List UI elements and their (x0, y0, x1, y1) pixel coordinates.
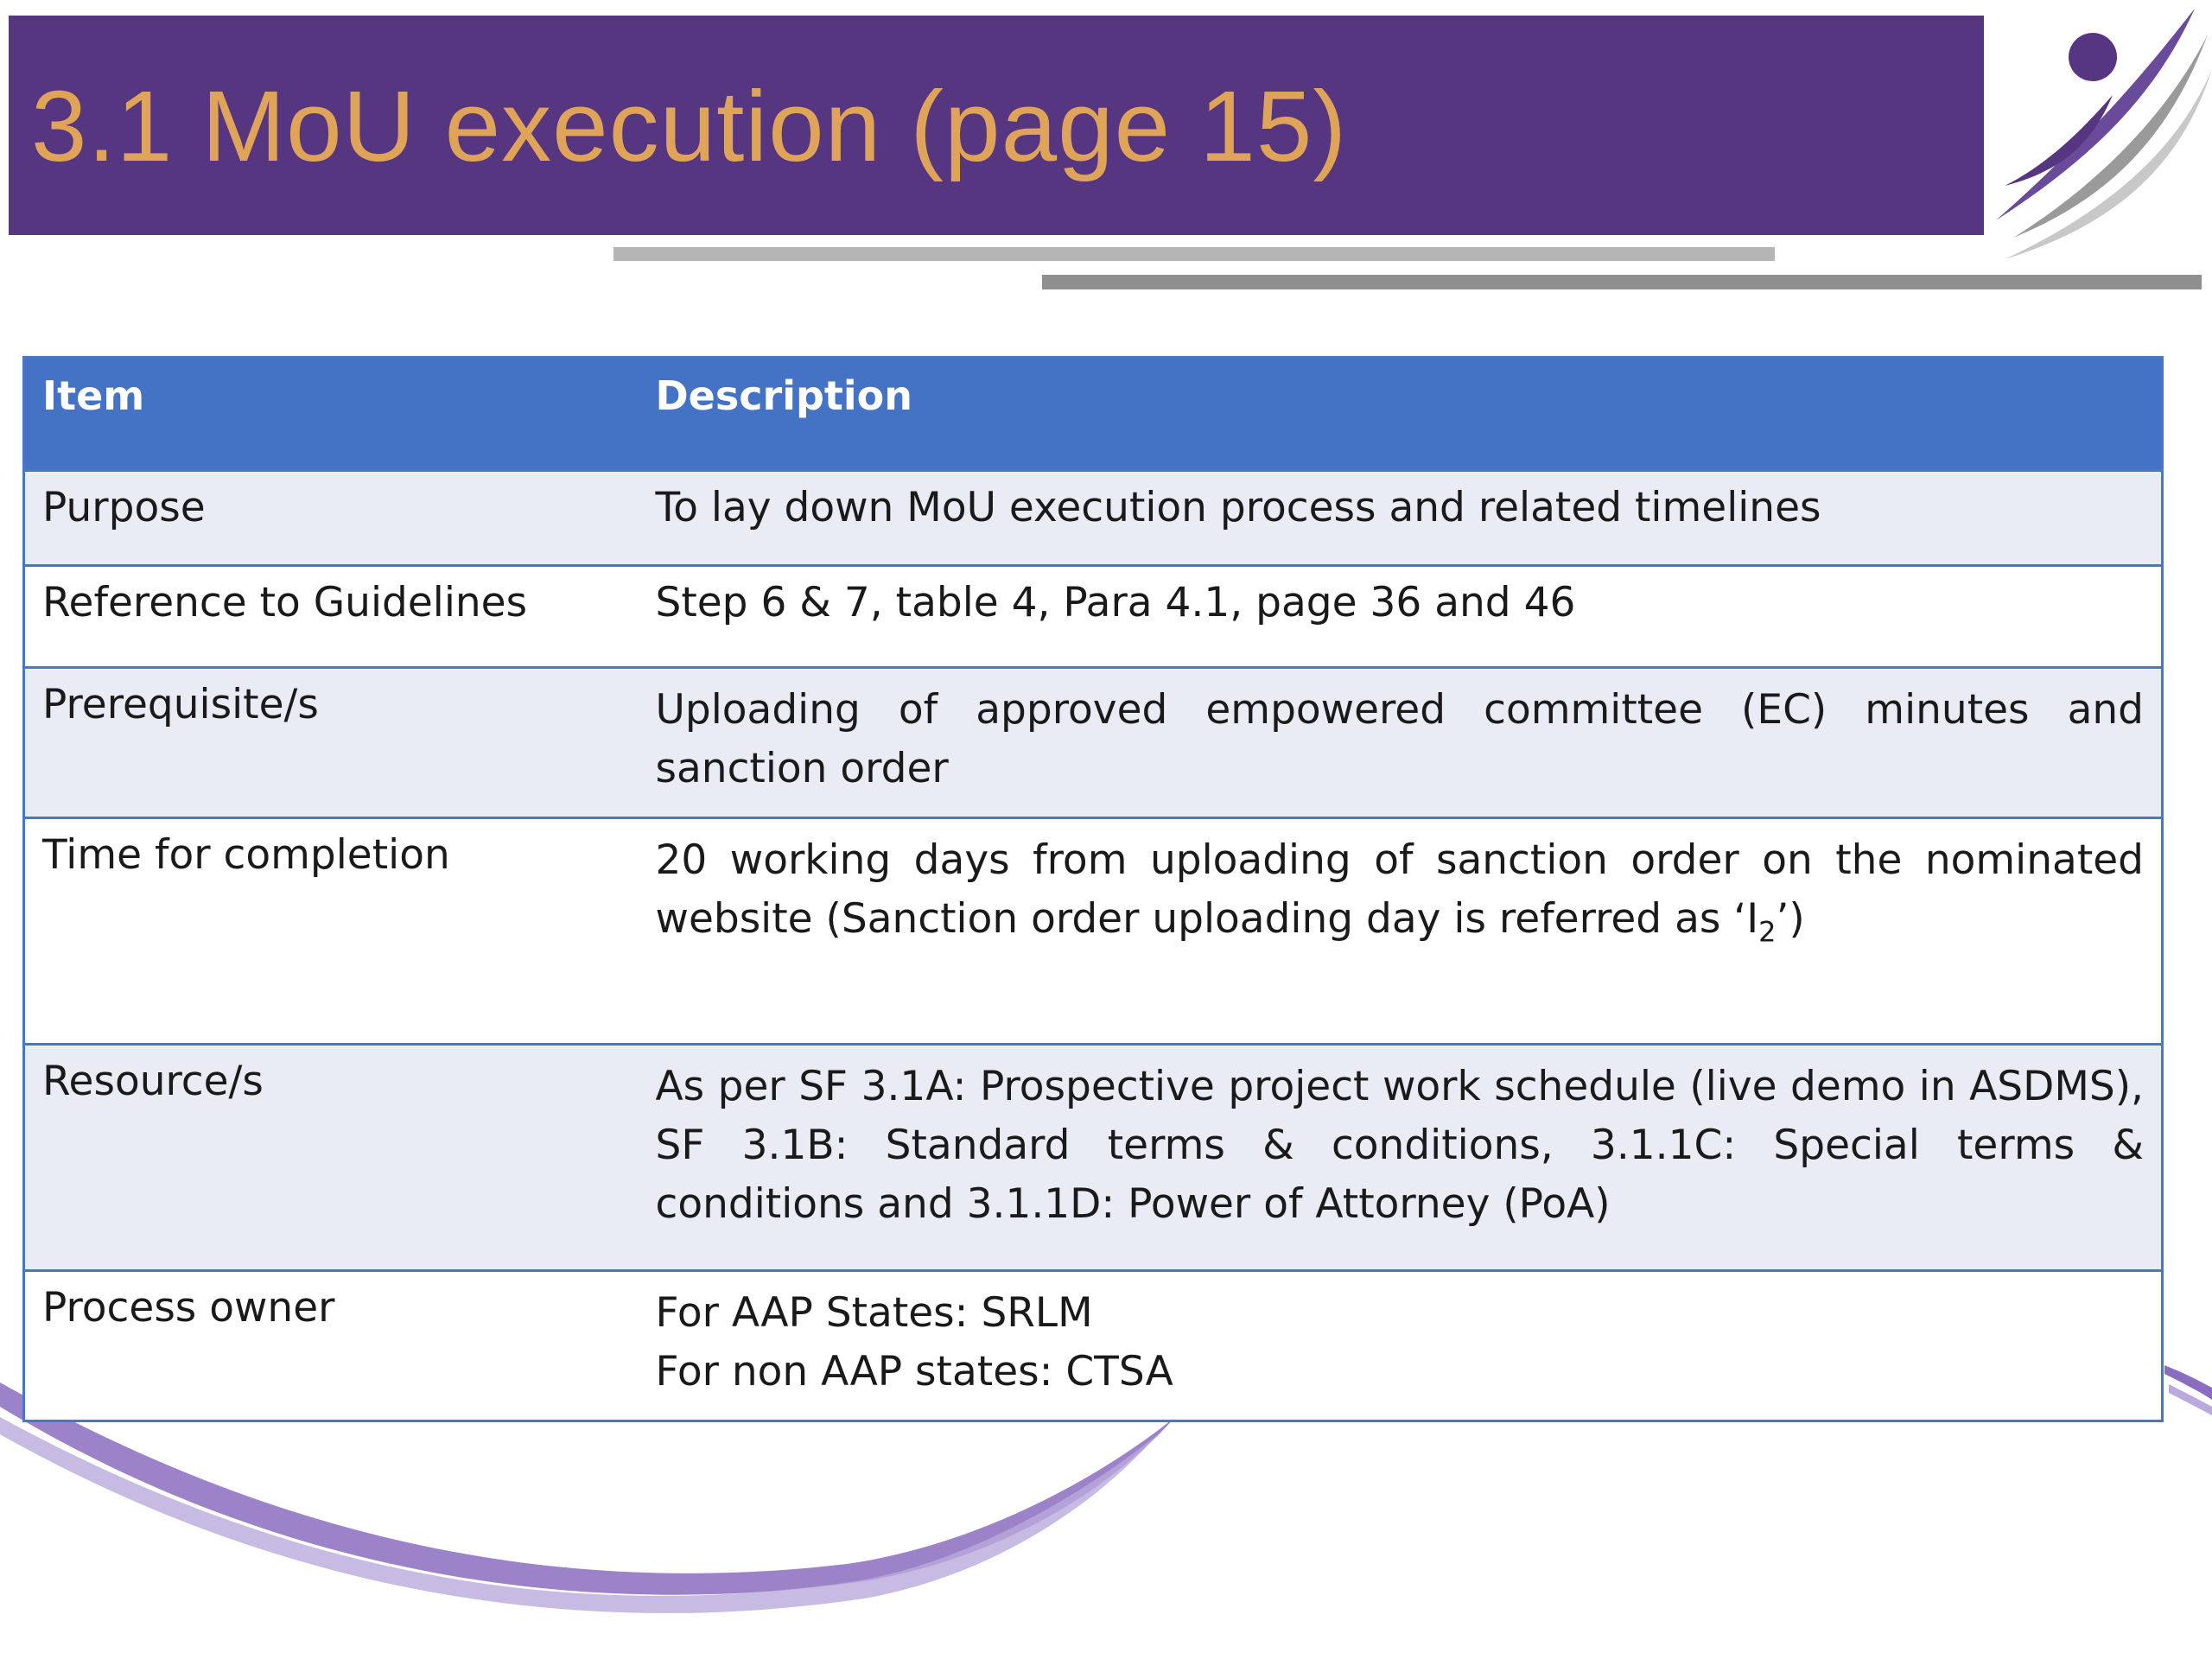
row-description (656, 668, 2163, 818)
row-item-label: Reference to Guidelines (24, 566, 656, 668)
table-row-resources (24, 1045, 2163, 1271)
title-bar (9, 16, 1984, 235)
header-description: Description (656, 358, 2163, 471)
row-description: To lay down MoU execution process and related timelines (656, 471, 2163, 566)
row-description: Step 6 & 7, table 4, Para 4.1, page 36 and 46 (656, 566, 2163, 668)
row-item-label: Purpose (24, 471, 656, 566)
row-item-label: Prerequisite/s (24, 668, 656, 818)
decorative-rule-dark (1042, 275, 2202, 289)
slide-title: 3.1 MoU execution (page 15) (31, 70, 1347, 182)
row-description (656, 1271, 2163, 1421)
table-row-reference (24, 566, 2163, 668)
decorative-rule-light (613, 247, 1775, 261)
table-row-process-owner (24, 1271, 2163, 1421)
row-item-label: Process owner (24, 1271, 656, 1421)
mou-execution-table (22, 356, 2164, 1422)
row-item-label: Resource/s (24, 1045, 656, 1271)
description-text: As per SF 3.1A: Prospective project work schedule (live demo in ASDMS), SF 3.1B: Standard terms & conditions, 3.1.1C: Special terms & conditions and 3.1.1D: Power of Attorney (PoA) (655, 1063, 2144, 1228)
description-text: Uploading of approved empowered committee (EC) minutes and sanction order (655, 686, 2144, 792)
table-header-row (24, 358, 2163, 471)
table-row-time-for-completion (24, 818, 2163, 1045)
description-text: 20 working days from uploading of sanction order on the nominated website (Sanction order uploading day is referred as ‘I (655, 836, 2144, 943)
description-end: ’) (1776, 895, 1805, 943)
table-row-prerequisites (24, 668, 2163, 818)
row-item-label: Time for completion (24, 818, 656, 1045)
description-line: For non AAP states: CTSA (655, 1348, 1173, 1395)
logo-figure-icon (1979, 0, 2212, 268)
row-description (656, 818, 2163, 1045)
subscript-text: 2 (1758, 915, 1777, 949)
header-item: Item (24, 358, 656, 471)
table-row-purpose (24, 471, 2163, 566)
description-line: For AAP States: SRLM (655, 1289, 1093, 1337)
row-description (656, 1045, 2163, 1271)
